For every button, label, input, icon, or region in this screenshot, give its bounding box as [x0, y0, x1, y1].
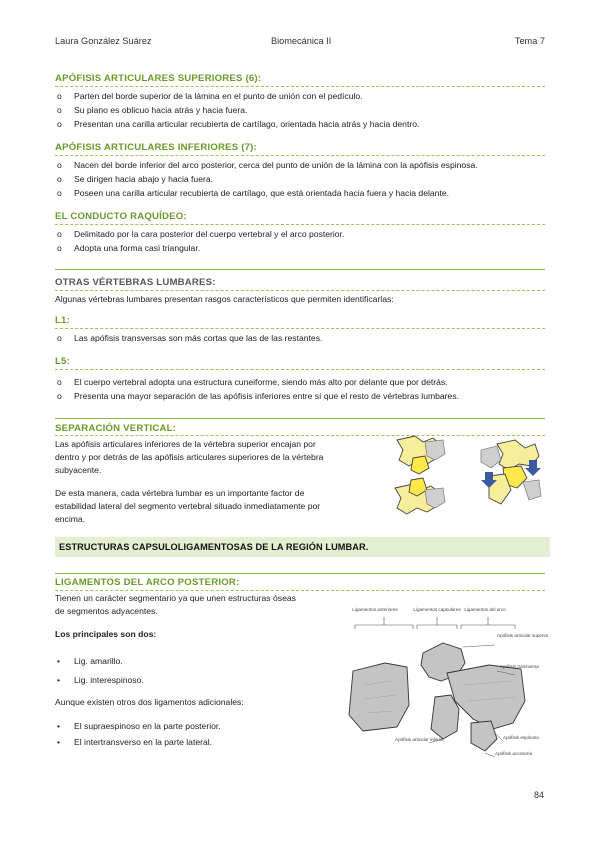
divider [55, 155, 545, 156]
list-l1 [55, 331, 550, 345]
list-item: • El supraespinoso en la parte posterior. [57, 721, 221, 731]
separacion-paragraph-2: De esta manera, cada vértebra lumbar es un importante factor de estabilidad lateral del segmento vertebral situado inmediatamente por encima. [55, 488, 321, 524]
vertebra-illustration [385, 430, 555, 530]
list-item: o Presenta una mayor separación de las apófisis inferiores entre sí que el resto de vértebras lumbares. [57, 391, 460, 401]
list-item: o Poseen una carilla articular recubierta de cartílago, que está orientada hacia fuera y hacia delante. [57, 188, 450, 198]
header-topic: Tema 7 [514, 36, 545, 46]
adicionales-text: Aunque existen otros dos ligamentos adicionales: [55, 697, 244, 707]
otras-intro: Algunas vértebras lumbares presentan rasgos característicos que permiten identificarlas: [55, 294, 394, 304]
divider [55, 328, 545, 329]
section-title-inferiores: APÓFISIS ARTICULARES INFERIORES (7): [55, 142, 257, 153]
section-title-separacion: SEPARACIÓN VERTICAL: [55, 423, 177, 434]
fig-label-anteriores: Ligamentos anteriores [352, 607, 398, 612]
header-subject: Biomecánica II [271, 36, 332, 46]
section-title-ligamentos: LIGAMENTOS DEL ARCO POSTERIOR: [55, 577, 240, 588]
divider [55, 86, 545, 87]
fig-label-art-sup: Apófisis articular superior [497, 633, 549, 638]
section-title-superiores: APÓFISIS ARTICULARES SUPERIORES (6): [55, 73, 262, 84]
section-title-conducto: EL CONDUCTO RAQUÍDEO: [55, 211, 187, 222]
section-band [55, 537, 550, 557]
divider [55, 573, 545, 574]
list-item: o Presentan una carilla articular recubierta de cartílago, orientada hacia atrás y hacia dentro. [57, 119, 420, 129]
ligament-figure [345, 605, 550, 765]
principales-heading: Los principales son dos: [55, 629, 157, 639]
list-conducto [55, 227, 550, 255]
fig-label-arco: Ligamentos del arco [464, 607, 506, 612]
list-item: o Parten del borde superior de la lámina en el punto de unión con el pedículo. [57, 91, 363, 101]
list-superiores [55, 89, 550, 131]
list-item: o Nacen del borde inferior del arco posterior, cerca del punto de unión de la lámina con la apófisis espinosa. [57, 160, 478, 170]
fig-label-accesoria: Apófisis accesoria [495, 751, 533, 756]
section-title-l5: L5: [55, 356, 70, 367]
section-title-l1: L1: [55, 315, 70, 326]
band-title: ESTRUCTURAS CAPSULOLIGAMENTOSAS DE LA REGIÓN LUMBAR. [59, 542, 369, 552]
list-item: o Adopta una forma casi triangular. [57, 243, 201, 253]
list-item: • Lig. amarillo. [57, 656, 123, 666]
divider [55, 418, 545, 419]
divider [55, 224, 545, 225]
list-item: o El cuerpo vertebral adopta una estructura cuneiforme, siendo más alto por delante que por detrás. [57, 377, 448, 387]
header-author: Laura González Suárez [55, 36, 152, 46]
divider [55, 590, 545, 591]
separacion-paragraph-1: Las apófisis articulares inferiores de la vértebra superior encajan por dentro y por detrás de las apófisis articulares superiores de la vértebra subyacente. [55, 439, 324, 475]
ligamentos-paragraph: Tienen un carácter segmentario ya que unen estructuras óseas de segmentos adyacentes. [55, 593, 296, 616]
list-item: o Se dirigen hacia abajo y hacia fuera. [57, 174, 214, 184]
divider [55, 290, 545, 291]
fig-label-transversa: Apófisis transversa [500, 664, 539, 669]
list-item: o Las apófisis transversas son más cortas que las de las restantes. [57, 333, 323, 343]
page-header [55, 36, 545, 50]
divider [55, 369, 545, 370]
divider [55, 269, 545, 270]
list-item: • El intertransverso en la parte lateral. [57, 737, 213, 747]
page-number: 84 [533, 790, 544, 800]
list-item: o Delimitado por la cara posterior del cuerpo vertebral y el arco posterior. [57, 229, 345, 239]
fig-label-capsulares: Ligamentos capsulares [413, 607, 461, 612]
list-item: o Su plano es oblicuo hacia atrás y hacia fuera. [57, 105, 248, 115]
fig-label-art-inf: Apófisis articular inferior [395, 737, 445, 742]
fig-label-espinosa: Apófisis espinosa [503, 735, 539, 740]
list-inferiores [55, 158, 550, 200]
list-l5 [55, 375, 550, 403]
section-title-otras: OTRAS VÉRTEBRAS LUMBARES: [55, 277, 216, 288]
list-item: • Lig. interespinoso. [57, 675, 144, 685]
